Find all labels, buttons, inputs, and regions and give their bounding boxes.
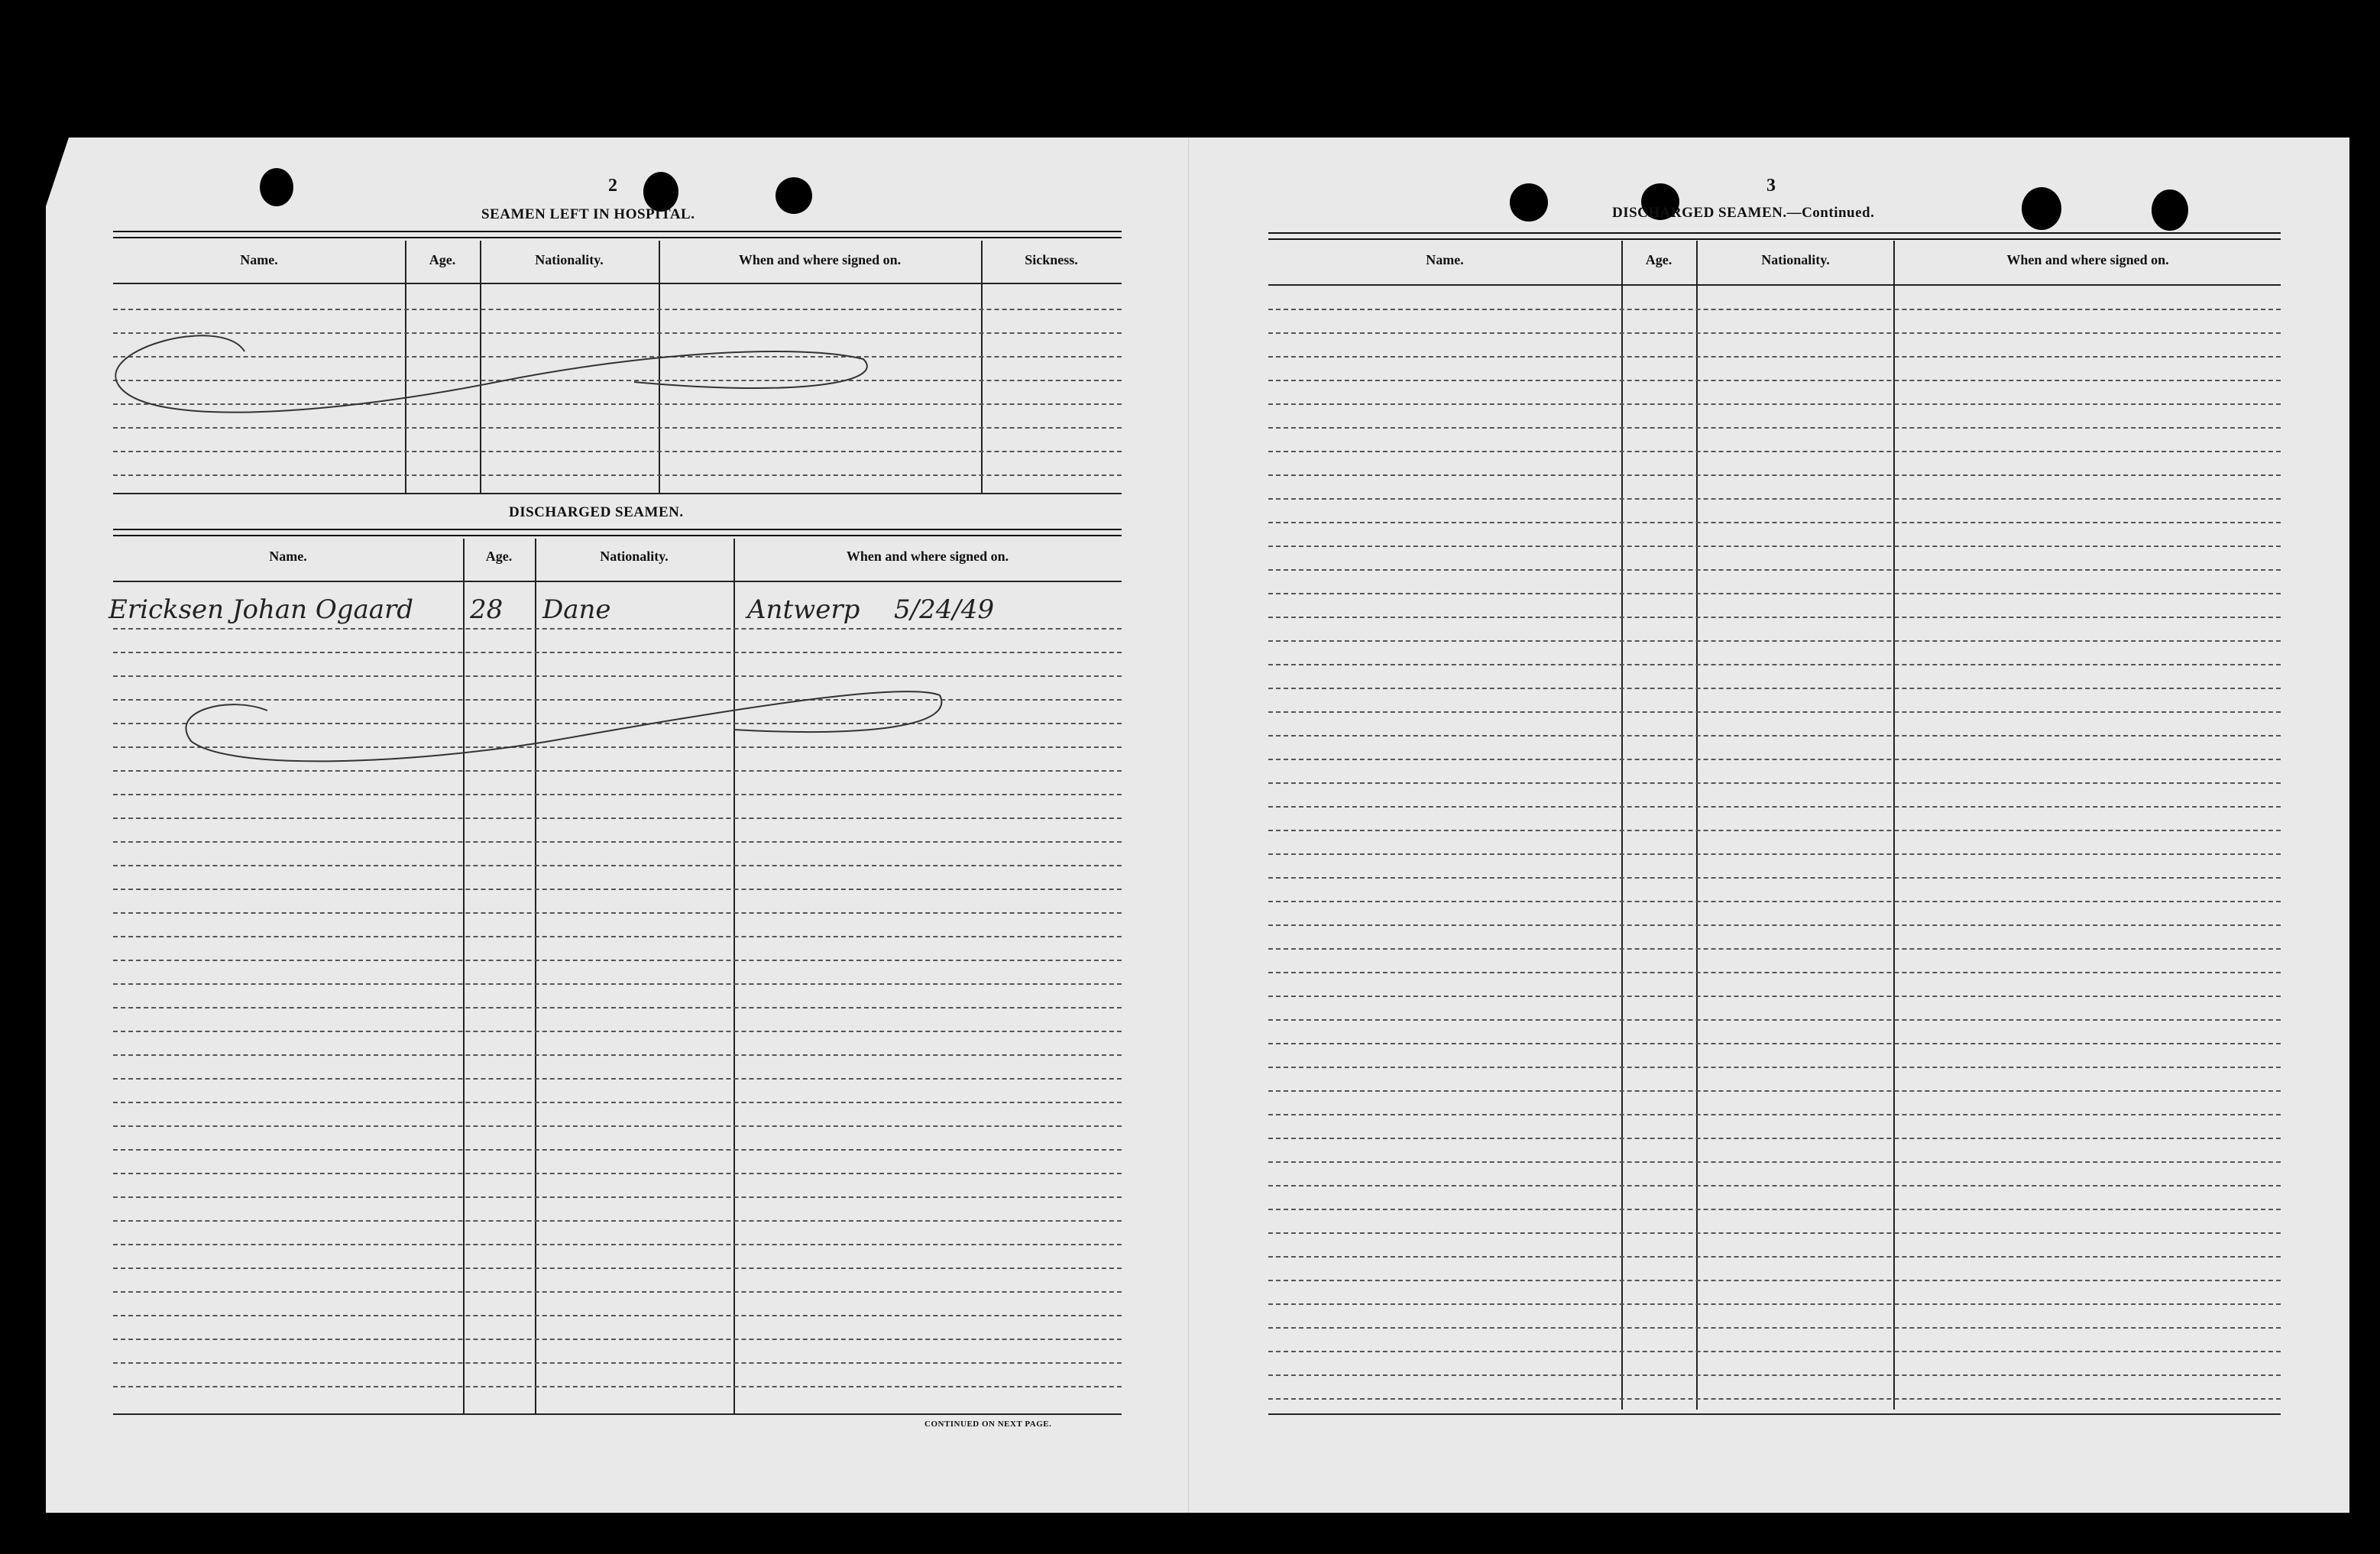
ruled-line <box>1268 948 2281 950</box>
ruled-line <box>1268 1374 2281 1376</box>
ruled-line <box>113 794 1122 795</box>
header-rule <box>113 581 1122 582</box>
header-rule <box>113 283 1122 284</box>
col-name: Name. <box>240 252 278 267</box>
ruled-line <box>1268 474 2281 476</box>
ruled-line <box>113 912 1122 914</box>
ruled-line <box>1268 593 2281 594</box>
ruled-line <box>113 451 1122 452</box>
ruled-line <box>113 817 1122 819</box>
torn-corner <box>46 138 69 206</box>
ruled-line <box>1268 498 2281 500</box>
ruled-line <box>113 983 1122 985</box>
ruled-line <box>1268 451 2281 452</box>
col-age: Age. <box>485 549 513 564</box>
ruled-line <box>1268 1185 2281 1187</box>
continued-table-header <box>1268 252 2281 268</box>
ruled-line <box>113 1078 1122 1080</box>
ruled-line <box>113 1244 1122 1245</box>
ruled-line <box>1268 1303 2281 1305</box>
ruled-line <box>1268 877 2281 879</box>
ruled-line <box>113 1149 1122 1151</box>
col-divider <box>1696 241 1698 1410</box>
col-divider <box>1893 241 1895 1410</box>
ruled-line <box>1268 1351 2281 1352</box>
strike-scribble <box>183 665 947 772</box>
col-divider <box>981 241 983 493</box>
ruled-line <box>1268 1067 2281 1068</box>
ruled-line <box>113 1031 1122 1032</box>
ruled-line <box>1268 830 2281 831</box>
ruled-line <box>1268 1398 2281 1400</box>
table-bottom-rule <box>1268 1413 2281 1415</box>
table-bottom-rule <box>113 1413 1122 1415</box>
ruled-line <box>1268 1232 2281 1234</box>
discharged-table-header <box>113 549 1122 565</box>
ruled-line <box>1268 617 2281 618</box>
ruled-line <box>113 1196 1122 1198</box>
col-signed-on: When and where signed on. <box>738 252 902 267</box>
page-number: 3 <box>1766 176 1776 196</box>
ruled-line <box>1268 309 2281 310</box>
page-fold <box>1188 138 1189 1513</box>
signed-on-place: Antwerp <box>747 594 860 625</box>
ruled-line <box>113 474 1122 476</box>
col-divider <box>1621 241 1623 1410</box>
ruled-line <box>113 1125 1122 1127</box>
discharged-continued-title: DISCHARGED SEAMEN.—Continued. <box>1612 205 1875 221</box>
ruled-line <box>1268 924 2281 926</box>
strike-scribble <box>115 321 879 435</box>
section-end-rule <box>113 493 1122 494</box>
header-rule <box>1268 284 2281 286</box>
ruled-line <box>113 1007 1122 1008</box>
punch-hole <box>2022 187 2061 230</box>
ruled-line <box>113 1173 1122 1174</box>
ruled-line <box>1268 901 2281 902</box>
ruled-line <box>1268 853 2281 855</box>
header-double-rule <box>113 231 1122 238</box>
ruled-line <box>1268 711 2281 713</box>
continued-note: CONTINUED ON NEXT PAGE. <box>924 1420 1052 1429</box>
col-signed-on: When and where signed on. <box>846 549 1009 564</box>
ruled-line <box>1268 569 2281 571</box>
col-age: Age. <box>429 252 456 267</box>
ruled-line <box>1268 522 2281 523</box>
ruled-line <box>113 628 1122 630</box>
ruled-line <box>1268 332 2281 334</box>
ruled-line <box>1268 759 2281 760</box>
hospital-table-header <box>113 252 1122 268</box>
header-double-rule <box>1268 232 2281 240</box>
ruled-line <box>113 865 1122 866</box>
punch-hole <box>776 177 812 214</box>
ruled-line <box>1268 1114 2281 1115</box>
punch-hole <box>1510 183 1548 222</box>
ruled-line <box>1268 972 2281 973</box>
ruled-line <box>1268 356 2281 358</box>
ruled-line <box>113 1386 1122 1387</box>
ruled-line <box>113 1339 1122 1340</box>
ruled-line <box>1268 1043 2281 1044</box>
col-name: Name. <box>269 549 307 564</box>
ruled-line <box>1268 640 2281 642</box>
ruled-line <box>113 841 1122 843</box>
ruled-line <box>113 1054 1122 1056</box>
ruled-line <box>1268 1138 2281 1139</box>
ruled-line <box>113 936 1122 937</box>
ruled-line <box>1268 996 2281 997</box>
ruled-line <box>1268 1090 2281 1092</box>
ruled-line <box>113 309 1122 310</box>
ruled-line <box>1268 403 2281 405</box>
ruled-line <box>1268 1280 2281 1281</box>
ruled-line <box>113 889 1122 890</box>
ruled-line <box>113 1220 1122 1222</box>
ruled-line <box>1268 546 2281 547</box>
seaman-nationality: Dane <box>542 594 611 625</box>
ruled-line <box>1268 735 2281 737</box>
page-number: 2 <box>608 176 617 196</box>
col-nationality: Nationality. <box>600 549 669 564</box>
ruled-line <box>1268 427 2281 429</box>
ruled-line <box>1268 1161 2281 1163</box>
col-name: Name. <box>1426 252 1464 267</box>
ruled-line <box>1268 1327 2281 1329</box>
ruled-line <box>113 1291 1122 1293</box>
col-sickness: Sickness. <box>1025 252 1078 267</box>
header-double-rule <box>113 529 1122 536</box>
punch-hole <box>2152 189 2188 231</box>
signed-on-date: 5/24/49 <box>894 594 995 625</box>
col-nationality: Nationality. <box>535 252 604 267</box>
ruled-line <box>113 1267 1122 1269</box>
col-age: Age. <box>1645 252 1672 267</box>
ruled-line <box>1268 380 2281 381</box>
ruled-line <box>113 1315 1122 1316</box>
punch-hole <box>260 168 293 206</box>
col-signed-on: When and where signed on. <box>2006 252 2169 267</box>
ruled-line <box>1268 806 2281 808</box>
col-nationality: Nationality. <box>1761 252 1830 267</box>
discharged-section-title: DISCHARGED SEAMEN. <box>509 504 684 520</box>
hospital-section-title: SEAMEN LEFT IN HOSPITAL. <box>481 206 695 222</box>
seaman-age: 28 <box>470 594 504 625</box>
ruled-line <box>1268 782 2281 784</box>
ruled-line <box>113 1102 1122 1103</box>
ruled-line <box>1268 664 2281 665</box>
seaman-name: Ericksen Johan Ogaard <box>108 594 414 625</box>
ruled-line <box>113 960 1122 961</box>
ruled-line <box>113 652 1122 653</box>
ruled-line <box>1268 1256 2281 1258</box>
ruled-line <box>1268 1019 2281 1021</box>
ruled-line <box>113 1362 1122 1364</box>
ruled-line <box>1268 688 2281 689</box>
ruled-line <box>1268 1209 2281 1210</box>
